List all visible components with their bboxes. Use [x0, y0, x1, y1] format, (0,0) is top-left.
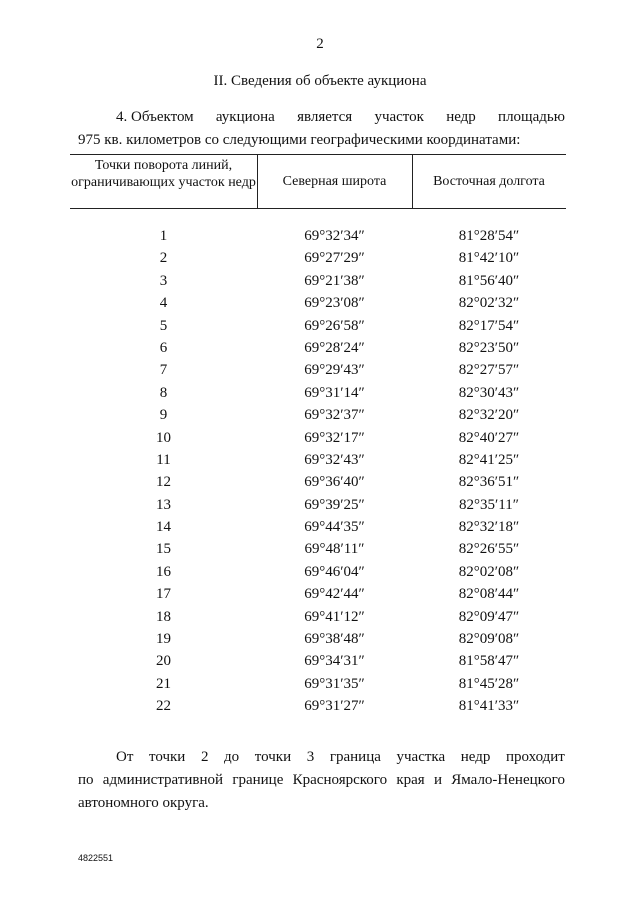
latitude-cell: 69°31′35″ — [304, 675, 365, 692]
longitude-cell: 82°23′50″ — [458, 339, 520, 356]
word: до — [224, 749, 240, 765]
section-title: II. Сведения об объекте аукциона — [213, 73, 427, 89]
word: проходит — [506, 749, 565, 765]
longitude-cell: 81°45′28″ — [458, 675, 520, 692]
table-row — [70, 584, 566, 606]
point-number-cell: 12 — [156, 474, 171, 491]
latitude-cell: 69°21′38″ — [304, 272, 365, 289]
word: 4. Объектом — [116, 109, 194, 125]
table-row — [70, 651, 566, 673]
point-number-cell: 9 — [159, 407, 168, 424]
latitude-cell: 69°23′08″ — [304, 295, 365, 312]
latitude-cell: 69°29′43″ — [304, 362, 365, 379]
longitude-cell: 81°41′33″ — [458, 698, 520, 715]
table-row — [70, 383, 566, 405]
latitude-cell: 69°48′11″ — [304, 541, 365, 558]
word: Ямало-Ненецкого — [451, 772, 565, 788]
table-row — [70, 472, 566, 494]
header-north-latitude: Северная широта — [282, 174, 387, 189]
longitude-cell: 82°36′51″ — [458, 474, 520, 491]
word: участка — [396, 749, 446, 765]
word: 2 — [200, 749, 209, 765]
table-row — [70, 338, 566, 360]
paragraph-line — [78, 769, 565, 792]
latitude-cell: 69°32′17″ — [304, 429, 365, 446]
point-number-cell: 3 — [159, 272, 168, 289]
latitude-cell: 69°44′35″ — [304, 519, 365, 536]
word: граница — [329, 749, 381, 765]
paragraph-line — [78, 746, 565, 769]
word: и — [433, 772, 442, 788]
longitude-cell: 81°56′40″ — [458, 272, 520, 289]
point-number-cell: 20 — [156, 653, 171, 670]
point-number-cell: 6 — [159, 339, 168, 356]
table-row — [70, 495, 566, 517]
table-row — [70, 248, 566, 270]
table-row — [70, 607, 566, 629]
table-row — [70, 450, 566, 472]
longitude-cell: 81°58′47″ — [458, 653, 520, 670]
word: площадью — [498, 109, 565, 125]
word: точки — [254, 749, 292, 765]
word: точки — [149, 749, 186, 765]
latitude-cell: 69°41′12″ — [304, 608, 365, 625]
longitude-cell: 82°30′43″ — [458, 384, 520, 401]
word: края — [396, 772, 425, 788]
latitude-cell: 69°39′25″ — [304, 496, 365, 513]
table-row — [70, 539, 566, 561]
longitude-cell: 82°32′18″ — [458, 519, 520, 536]
longitude-cell: 82°41′25″ — [458, 451, 520, 468]
point-number-cell: 22 — [156, 698, 171, 715]
longitude-cell: 82°32′20″ — [458, 407, 520, 424]
latitude-cell: 69°32′34″ — [304, 228, 365, 244]
longitude-cell: 82°02′32″ — [458, 295, 520, 312]
latitude-cell: 69°32′37″ — [304, 407, 365, 424]
latitude-cell: 69°38′48″ — [304, 631, 365, 648]
point-number-cell: 13 — [156, 496, 171, 513]
paragraph-line: автономного округа. — [78, 795, 209, 811]
point-number-cell: 10 — [156, 429, 171, 446]
boundary-paragraph — [78, 746, 565, 815]
point-number-cell: 16 — [156, 563, 171, 580]
point-number-cell: 11 — [156, 451, 171, 468]
table-row — [70, 293, 566, 315]
word: недр — [446, 109, 476, 125]
longitude-cell: 82°08′44″ — [458, 586, 520, 603]
point-number-cell: 8 — [159, 384, 168, 401]
table-row — [70, 405, 566, 427]
coordinates-table-body — [70, 226, 566, 719]
page-number: 2 — [316, 36, 324, 52]
word: 3 — [306, 749, 315, 765]
point-number-cell: 1 — [159, 228, 168, 244]
table-top-rule — [70, 154, 566, 155]
table-row — [70, 517, 566, 539]
word: От — [116, 749, 134, 765]
point-number-cell: 4 — [159, 295, 168, 312]
point-number-cell: 19 — [156, 631, 171, 648]
longitude-cell: 82°40′27″ — [458, 429, 520, 446]
longitude-cell: 82°26′55″ — [458, 541, 520, 558]
point-number-cell: 18 — [156, 608, 171, 625]
point-number-cell: 15 — [156, 541, 171, 558]
word: по — [78, 772, 94, 788]
table-row — [70, 271, 566, 293]
table-row — [70, 226, 566, 248]
latitude-cell: 69°28′24″ — [304, 339, 365, 356]
point-number-cell: 14 — [156, 519, 171, 536]
paragraph-line: 975 кв. километров со следующими географическими координатами: — [78, 132, 521, 148]
word: недр — [460, 749, 491, 765]
auction-object-paragraph — [78, 106, 565, 152]
point-number-cell: 5 — [159, 317, 168, 334]
longitude-cell: 82°02′08″ — [458, 563, 520, 580]
table-row — [70, 360, 566, 382]
paragraph-line — [78, 106, 565, 129]
longitude-cell: 82°17′54″ — [458, 317, 520, 334]
table-row — [70, 629, 566, 651]
point-number-cell: 7 — [159, 362, 168, 379]
latitude-cell: 69°42′44″ — [304, 586, 365, 603]
longitude-cell: 81°42′10″ — [458, 250, 520, 267]
header-east-longitude: Восточная долгота — [433, 174, 545, 189]
latitude-cell: 69°31′27″ — [304, 698, 365, 715]
point-number-cell: 21 — [156, 675, 171, 692]
longitude-cell: 82°35′11″ — [459, 496, 519, 513]
latitude-cell: 69°27′29″ — [304, 250, 365, 267]
table-row — [70, 674, 566, 696]
point-number-cell: 2 — [159, 250, 168, 267]
latitude-cell: 69°46′04″ — [304, 563, 365, 580]
table-row — [70, 696, 566, 718]
table-row — [70, 428, 566, 450]
longitude-cell: 82°09′47″ — [458, 608, 520, 625]
latitude-cell: 69°26′58″ — [304, 317, 365, 334]
header-turning-points: Точки поворота линий, ограничивающих участок недр — [71, 158, 256, 190]
word: аукциона — [215, 109, 275, 125]
word: Красноярского — [292, 772, 388, 788]
latitude-cell: 69°31′14″ — [304, 384, 365, 401]
point-number-cell: 17 — [156, 586, 171, 603]
longitude-cell: 81°28′54″ — [458, 228, 520, 244]
document-code: 4822551 — [78, 853, 114, 863]
longitude-cell: 82°09′08″ — [458, 631, 520, 648]
word: является — [297, 109, 353, 125]
longitude-cell: 82°27′57″ — [458, 362, 520, 379]
word: участок — [374, 109, 424, 125]
table-row — [70, 316, 566, 338]
table-row — [70, 562, 566, 584]
latitude-cell: 69°36′40″ — [304, 474, 365, 491]
word: административной — [102, 772, 224, 788]
latitude-cell: 69°34′31″ — [304, 653, 365, 670]
table-header-rule — [70, 208, 566, 209]
latitude-cell: 69°32′43″ — [304, 451, 365, 468]
word: границе — [232, 772, 284, 788]
